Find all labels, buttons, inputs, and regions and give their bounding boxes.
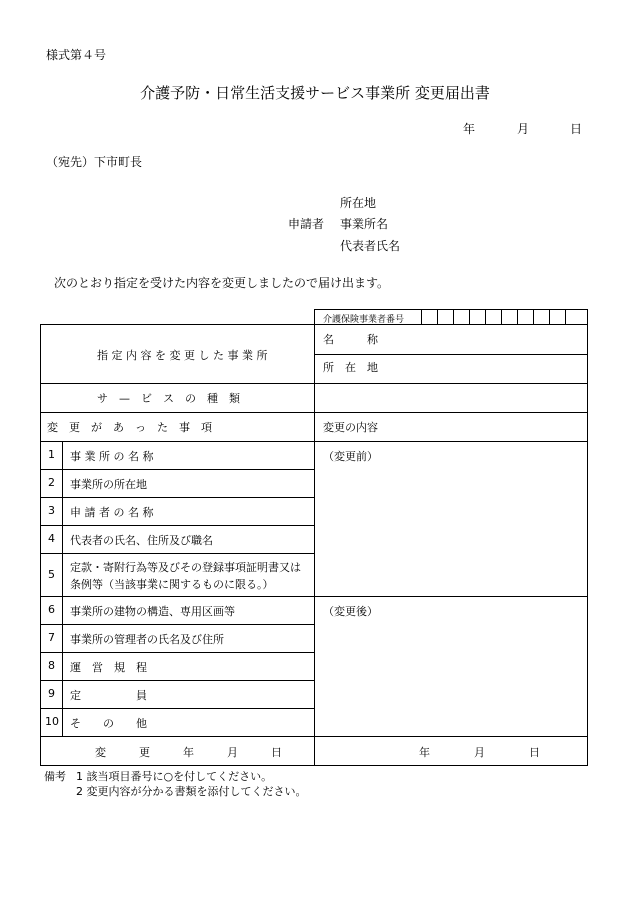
notes-label: 備考	[44, 770, 66, 783]
change-date-value: 年 月 日	[419, 746, 540, 759]
addressee: （宛先）下市町長	[46, 155, 143, 169]
date-day-label: 日	[570, 122, 583, 136]
applicant-label: 申請者	[288, 217, 325, 231]
item-text: 定 員	[70, 689, 147, 702]
designated-office-label: 指 定 内 容 を 変 更 し た 事 業 所	[97, 349, 268, 362]
item-text: 事業所の管理者の氏名及び住所	[70, 633, 224, 646]
service-type-label: サ — ビ ス の 種 類	[97, 392, 240, 405]
form-number: 様式第４号	[46, 48, 107, 62]
item-text: 事業所の建物の構造、専用区画等	[70, 605, 235, 618]
date-year-label: 年	[463, 122, 476, 136]
item-text: 運 営 規 程	[70, 661, 147, 674]
date-month-label: 月	[517, 122, 530, 136]
note-item: 1 該当項目番号に○を付してください。	[76, 770, 273, 783]
change-notification-table	[40, 324, 588, 766]
item-number: 8	[48, 659, 55, 672]
intro-text: 次のとおり指定を受けた内容を変更しましたので届け出ます。	[54, 276, 390, 290]
item-text: 定款・寄附行為等及びその登録事項証明書又は	[70, 561, 301, 574]
applicant-representative-label: 代表者氏名	[340, 239, 401, 253]
office-location-label: 所 在 地	[323, 361, 378, 374]
applicant-location-label: 所在地	[340, 196, 377, 210]
item-text: 代表者の氏名、住所及び職名	[70, 534, 213, 547]
item-number: 5	[48, 568, 55, 581]
changed-items-label: 変 更 が あ っ た 事 項	[47, 421, 212, 434]
office-name-label: 名 称	[323, 333, 378, 346]
applicant-office-name-label: 事業所名	[340, 217, 389, 231]
change-date-label: 変 更 年 月 日	[95, 746, 282, 759]
insurance-number-box	[314, 309, 588, 325]
item-number: 4	[48, 532, 55, 545]
after-change-label: （変更後）	[323, 605, 378, 618]
item-number: 7	[48, 631, 55, 644]
item-text: 事業所の所在地	[70, 478, 147, 491]
item-number: 9	[48, 687, 55, 700]
item-number: 1	[48, 448, 55, 461]
item-number: 3	[48, 504, 55, 517]
note-item: 2 変更内容が分かる書類を添付してください。	[76, 785, 307, 798]
item-text: 事 業 所 の 名 称	[70, 450, 154, 463]
document-title: 介護予防・日常生活支援サービス事業所 変更届出書	[140, 84, 490, 102]
item-number: 10	[45, 715, 59, 728]
item-number: 6	[48, 603, 55, 616]
before-change-label: （変更前）	[323, 450, 378, 463]
item-number: 2	[48, 476, 55, 489]
item-text: そ の 他	[70, 717, 147, 730]
item-text: 申 請 者 の 名 称	[70, 506, 154, 519]
insurance-number-label: 介護保険事業者番号	[323, 315, 405, 325]
item-text-line2: 条例等（当該事業に関するものに限る。）	[70, 578, 274, 591]
change-content-label: 変更の内容	[323, 421, 378, 434]
